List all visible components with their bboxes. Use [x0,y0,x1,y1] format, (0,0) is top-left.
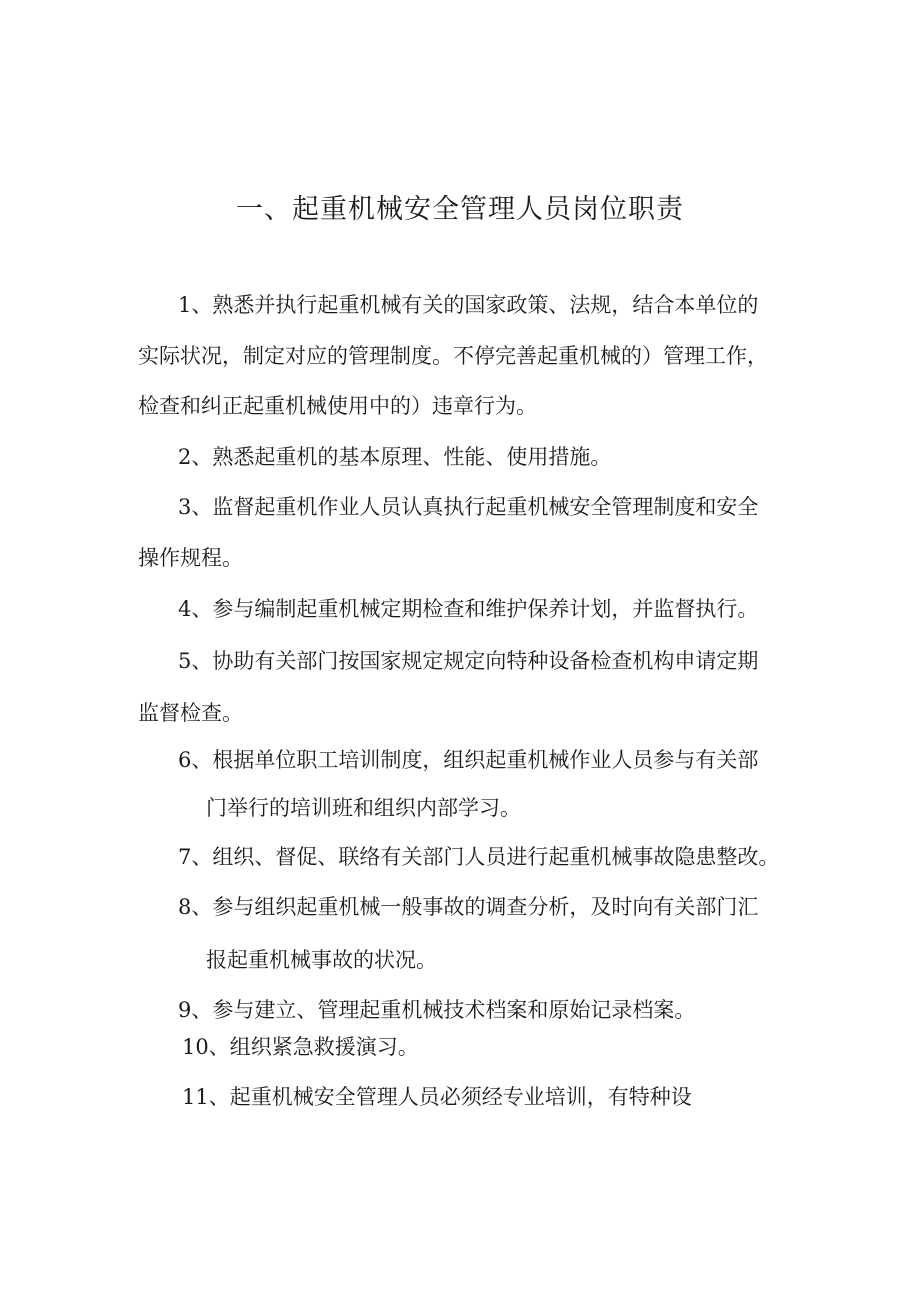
item-1-line-1: 1、熟悉并执行起重机械有关的国家政策、法规，结合本单位的 [178,293,759,317]
item-11-line-1: 11、起重机械安全管理人员必须经专业培训，有特种设 [182,1085,692,1109]
item-10-line-1: 10、组织紧急救援演习。 [182,1035,419,1059]
item-3-line-2: 操作规程。 [138,546,243,570]
item-1-line-3: 检查和纠正起重机械使用中的）违章行为。 [138,394,537,418]
item-8-line-1: 8、参与组织起重机械一般事故的调查分析，及时向有关部门汇 [178,895,759,919]
document-title: 一、起重机械安全管理人员岗位职责 [236,194,684,225]
item-2-line-1: 2、熟悉起重机的基本原理、性能、使用措施。 [178,445,612,469]
item-6-line-1: 6、根据单位职工培训制度，组织起重机械作业人员参与有关部 [178,748,759,772]
item-5-line-1: 5、协助有关部门按国家规定规定向特种设备检查机构申请定期 [178,649,759,673]
item-8-line-2: 报起重机械事故的状况。 [206,948,437,972]
item-5-line-2: 监督检查。 [138,701,243,725]
item-7-line-1: 7、组织、督促、联络有关部门人员进行起重机械事故隐患整改。 [178,845,780,869]
item-1-line-2: 实际状况，制定对应的管理制度。不停完善起重机械的）管理工作， [138,344,768,368]
item-4-line-1: 4、参与编制起重机械定期检查和维护保养计划，并监督执行。 [178,597,759,621]
item-3-line-1: 3、监督起重机作业人员认真执行起重机械安全管理制度和安全 [178,495,759,519]
item-6-line-2: 门举行的培训班和组织内部学习。 [206,796,521,820]
item-9-line-1: 9、参与建立、管理起重机械技术档案和原始记录档案。 [178,998,696,1022]
